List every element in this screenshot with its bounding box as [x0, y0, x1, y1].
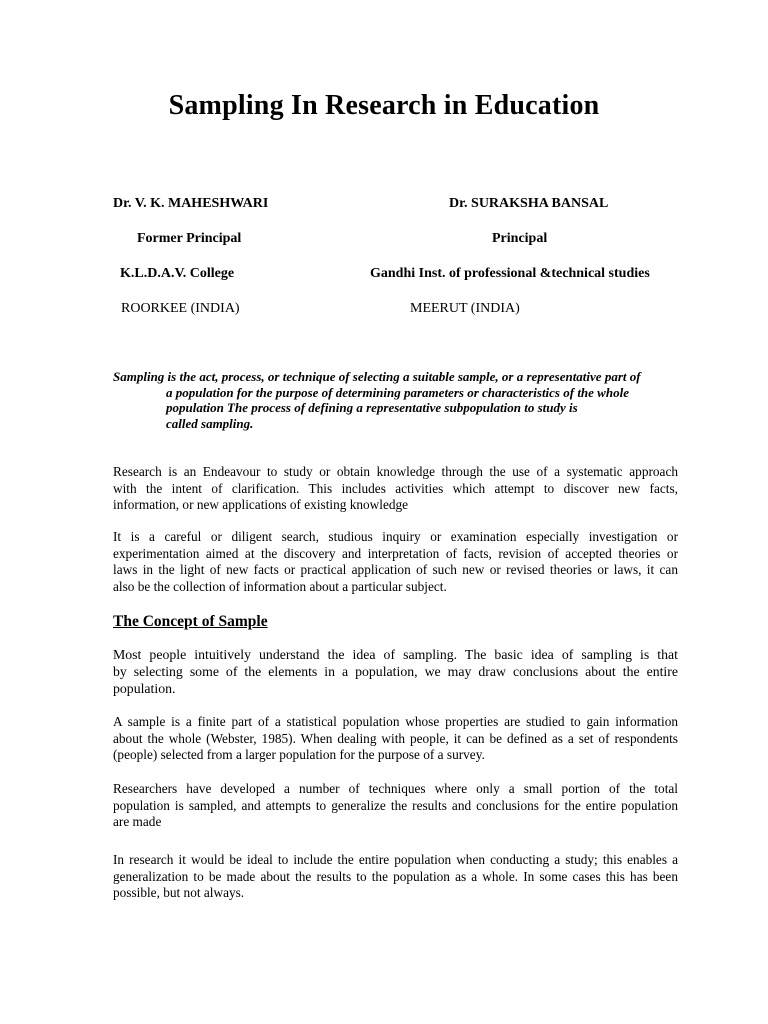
paragraph-line: possible, but not always. [113, 885, 245, 901]
paragraph-line: are made [113, 814, 162, 830]
paragraph-line: information, or new applications of existing knowledge [113, 497, 409, 513]
intro-paragraph-1 [113, 464, 678, 514]
paragraph-line: by selecting some of the elements in a population, we may draw conclusions about the entire [113, 664, 678, 679]
paragraph-line: laws in the light of new facts or practical application of such new or revised theories or laws, it can [113, 562, 678, 578]
paragraph-line: population. [113, 681, 176, 696]
paragraph-line: population is sampled, and attempts to generalize the results and conclusions for the entire population [113, 797, 678, 813]
abstract-line: population The process of defining a representative subpopulation to study is [166, 400, 578, 415]
section-paragraph-3 [113, 781, 678, 831]
page-title: Sampling In Research in Education [168, 90, 600, 121]
paragraph-line: with the intent of clarification. This includes activities which attempt to discover new facts, [113, 480, 678, 496]
paragraph-line: A sample is a finite part of a statistical population whose properties are studied to gain information [113, 714, 678, 729]
paragraph-line: In research it would be ideal to include the entire population when conducting a study; this enables a [113, 852, 678, 867]
author-left-role: Former Principal [137, 231, 242, 246]
section-heading: The Concept of Sample [113, 613, 268, 630]
intro-paragraph-2 [113, 529, 678, 596]
section-paragraph-4 [113, 852, 678, 902]
paragraph-line: (people) selected from a larger population for the purpose of a survey. [113, 747, 485, 763]
abstract [113, 369, 641, 431]
section-paragraph-2 [113, 714, 678, 764]
abstract-line: Sampling is the act, process, or technique of selecting a suitable sample, or a representative part of [113, 369, 641, 384]
abstract-line: a population for the purpose of determining parameters or characteristics of the whole [166, 384, 629, 400]
paragraph-line: Research is an Endeavour to study or obtain knowledge through the use of a systematic approach [113, 464, 678, 479]
author-right-role: Principal [492, 231, 548, 246]
abstract-line: called sampling. [166, 415, 254, 431]
author-right-name: Dr. SURAKSHA BANSAL [449, 196, 609, 211]
paragraph-line: Researchers have developed a number of techniques where only a small portion of the total [113, 781, 678, 796]
paragraph-line: also be the collection of information about a particular subject. [113, 579, 447, 595]
author-left-location: ROORKEE (INDIA) [121, 301, 240, 316]
paragraph-line: generalization to be made about the results to the population as a whole. In some cases this has been [113, 868, 678, 884]
author-right-institution: Gandhi Inst. of professional &technical studies [370, 266, 650, 281]
paragraph-line: It is a careful or diligent search, studious inquiry or examination especially investigation or [113, 529, 678, 544]
author-right-location: MEERUT (INDIA) [410, 301, 520, 316]
section-paragraph-1 [113, 646, 678, 697]
paragraph-line: about the whole (Webster, 1985). When dealing with people, it can be defined as a set of respondents [113, 730, 678, 746]
paragraph-line: experimentation aimed at the discovery and interpretation of facts, revision of accepted theories or [113, 545, 678, 561]
paragraph-line: Most people intuitively understand the idea of sampling. The basic idea of sampling is that [113, 647, 678, 662]
author-left-name: Dr. V. K. MAHESHWARI [113, 196, 269, 211]
author-left-institution: K.L.D.A.V. College [120, 266, 235, 281]
